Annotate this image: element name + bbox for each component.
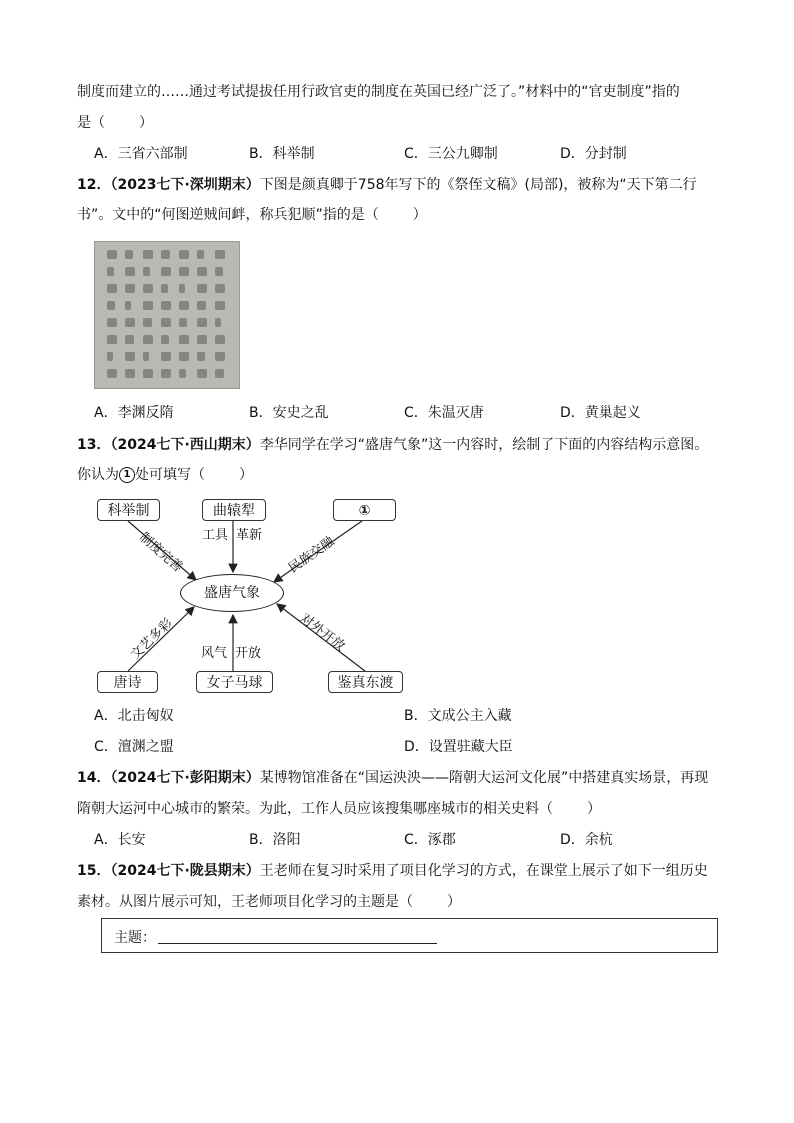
q13-stem: 李华同学在学习“盛唐气象”这一内容时，绘制了下面的内容结构示意图。 [259, 437, 709, 453]
theme-label: 主题： [114, 930, 156, 946]
q12-stem: 下图是颜真卿于758年写下的《祭侄文稿》(局部)，被称为“天下第二行 [259, 177, 697, 193]
q11-prefix: 是（ [77, 115, 105, 131]
q11-option-c[interactable]: C．三公九卿制 [404, 146, 498, 162]
q13-option-c[interactable]: C．澶渊之盟 [94, 739, 174, 755]
box-jianzhen: 鉴真东渡 [328, 671, 403, 693]
q12-option-a[interactable]: A．李渊反隋 [94, 405, 174, 421]
label-gongju: 工具 [202, 528, 229, 543]
box-blank-1: ① [333, 499, 396, 521]
label-fengqi: 风气 [201, 646, 228, 661]
box-quyuanli: 曲辕犁 [202, 499, 266, 521]
q12-paren-close: ） [412, 207, 427, 223]
q13-paren-close: ） [239, 467, 253, 483]
q14-paren-close: ） [587, 801, 601, 817]
q15-text-line2 [77, 892, 461, 912]
q15-source: （2024七下·陇县期末） [110, 863, 260, 879]
q12-number: 12． [77, 177, 111, 193]
q14-option-a[interactable]: A．长安 [94, 832, 146, 848]
q14-stem-2: 隋朝大运河中心城市的繁荣。为此，工作人员应该搜集哪座城市的相关史料（ [77, 801, 553, 817]
q11-option-b[interactable]: B．科举制 [249, 146, 315, 162]
q13-option-a[interactable]: A．北击匈奴 [94, 708, 174, 724]
center-node: 盛唐气象 [180, 574, 284, 612]
q14-option-d[interactable]: D．余杭 [560, 832, 613, 848]
label-kaifang: 开放 [235, 646, 262, 661]
q13-number: 13． [77, 437, 111, 453]
q12-text-line2 [77, 205, 427, 225]
q11-option-a[interactable]: A．三省六部制 [94, 146, 188, 162]
q11-text-line2 [77, 113, 153, 133]
theme-box [101, 918, 718, 953]
q13-suffix: 处可填写（ [135, 467, 205, 483]
q14-stem: 某博物馆准备在“国运泱泱——隋朝大运河文化展”中搭建真实场景，再现 [259, 770, 709, 786]
q12-text-line1 [77, 175, 697, 195]
q13-prefix: 你认为 [77, 467, 119, 483]
q14-text-line2 [77, 799, 601, 819]
q14-option-c[interactable]: C．涿郡 [404, 832, 456, 848]
q14-text-line1 [77, 768, 708, 788]
q13-text-line2 [77, 465, 253, 485]
q14-option-b[interactable]: B．洛阳 [249, 832, 301, 848]
box-keju: 科举制 [97, 499, 160, 521]
q12-stem-2: 书”。文中的“何图逆贼间衅，称兵犯顺”指的是（ [77, 207, 379, 223]
box-nvzi-maqiu: 女子马球 [196, 671, 273, 693]
label-zhidu: 制度完善 [136, 530, 186, 576]
circled-number-icon: 1 [119, 467, 135, 483]
q15-stem: 王老师在复习时采用了项目化学习的方式，在课堂上展示了如下一组历史 [259, 863, 708, 879]
q14-number: 14． [77, 770, 111, 786]
q13-option-b[interactable]: B．文成公主入藏 [404, 708, 512, 724]
q12-option-b[interactable]: B．安史之乱 [249, 405, 329, 421]
q14-source: （2024七下·彭阳期末） [110, 770, 260, 786]
label-wenyi: 文艺多彩 [128, 615, 176, 663]
label-minzu: 民族交融 [286, 534, 338, 577]
q11-option-d[interactable]: D．分封制 [560, 146, 627, 162]
q13-option-d[interactable]: D．设置驻藏大臣 [404, 739, 513, 755]
q15-paren-close: ） [447, 894, 461, 910]
calligraphy-image [94, 241, 240, 389]
q12-source: （2023七下·深圳期末） [110, 177, 260, 193]
theme-blank-line[interactable] [158, 943, 437, 944]
q15-number: 15． [77, 863, 111, 879]
q12-option-d[interactable]: D．黄巢起义 [560, 405, 641, 421]
label-gexin: 革新 [236, 528, 263, 543]
q13-text-line1 [77, 435, 708, 455]
q15-stem-2: 素材。从图片展示可知，王老师项目化学习的主题是（ [77, 894, 413, 910]
concept-diagram [90, 494, 410, 700]
q11-text-line1: 制度而建立的……通过考试提拔任用行政官吏的制度在英国已经广泛了。”材料中的“官吏制度”指的 [77, 84, 680, 100]
q13-source: （2024七下·西山期末） [110, 437, 260, 453]
box-tangshi: 唐诗 [97, 671, 158, 693]
q11-paren-close: ） [139, 115, 153, 131]
label-duiwai: 对外开放 [296, 611, 348, 655]
q15-text-line1 [77, 861, 708, 881]
q12-option-c[interactable]: C．朱温灭唐 [404, 405, 484, 421]
